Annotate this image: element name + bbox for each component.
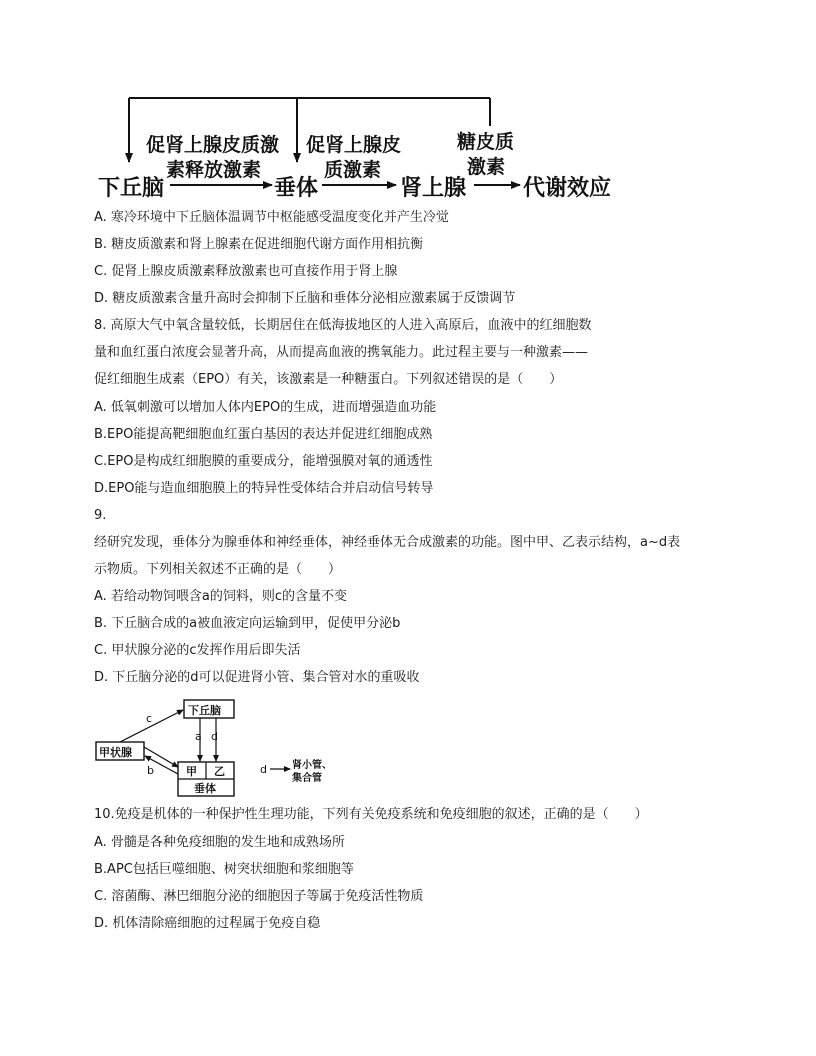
label-thyroid: 甲状腺: [99, 746, 132, 759]
q9-stem-line1: 经研究发现，垂体分为腺垂体和神经垂体，神经垂体无合成激素的功能。图中甲、乙表示结构，a~d表: [94, 535, 681, 550]
q8-stem-line2: 量和血红蛋白浓度会显著升高，从而提高血液的携氧能力。此过程主要与一种激素——: [94, 345, 589, 360]
q9-option-b: B. 下丘脑合成的a被血液定向运输到甲，促使甲分泌b: [94, 616, 401, 631]
pituitary-diagram: [0, 692, 816, 802]
q8-option-d: D.EPO能与造血细胞膜上的特异性受体结合并启动信号转导: [94, 481, 434, 496]
letter-c: c: [146, 712, 153, 725]
q10-option-c: C. 溶菌酶、淋巴细胞分泌的细胞因子等属于免疫活性物质: [94, 889, 424, 904]
q9-option-a: A. 若给动物饲喂含a的饲料，则c的含量不变: [94, 589, 348, 604]
q7-option-d: D. 糖皮质激素含量升高时会抑制下丘脑和垂体分泌相应激素属于反馈调节: [94, 291, 516, 306]
q10-option-d: D. 机体清除癌细胞的过程属于免疫自稳: [94, 916, 321, 931]
label-gc-line2: 激素: [467, 156, 506, 178]
label-jia: 甲: [186, 765, 197, 778]
q9-option-d: D. 下丘脑分泌的d可以促进肾小管、集合管对水的重吸收: [94, 670, 420, 685]
letter-b: b: [147, 764, 154, 777]
hpa-axis-diagram: [0, 0, 816, 210]
label-target-line2: 集合管: [292, 773, 322, 784]
label-gc-line1: 糖皮质: [457, 131, 515, 153]
label-pituitary: 垂体: [194, 782, 216, 795]
q10-option-b: B.APC包括巨噬细胞、树突状细胞和浆细胞等: [94, 862, 354, 877]
node-metabolism: 代谢效应: [523, 176, 612, 201]
q8-option-a: A. 低氧刺激可以增加人体内EPO的生成，进而增强造血功能: [94, 400, 437, 415]
node-pituitary: 垂体: [274, 176, 319, 201]
q9-number: 9.: [94, 508, 107, 523]
q9-stem-line2: 示物质。下列相关叙述不正确的是（ ）: [94, 562, 342, 577]
q8-option-b: B.EPO能提高靶细胞血红蛋白基因的表达并促进红细胞成熟: [94, 427, 433, 442]
letter-d-out: d: [260, 763, 267, 776]
q8-stem-line1: 8. 高原大气中氧含量较低，长期居住在低海拔地区的人进入高原后，血液中的红细胞数: [94, 318, 592, 333]
q7-option-b: B. 糖皮质激素和肾上腺素在促进细胞代谢方面作用相抗衡: [94, 237, 424, 252]
node-adrenal: 肾上腺: [400, 176, 467, 201]
q10-stem: 10.免疫是机体的一种保护性生理功能，下列有关免疫系统和免疫细胞的叙述，正确的是（ ）: [94, 807, 648, 822]
label-acth-line2: 质激素: [324, 159, 382, 181]
node-hypothalamus: 下丘脑: [98, 176, 165, 201]
q9-option-c: C. 甲状腺分泌的c发挥作用后即失活: [94, 643, 301, 658]
letter-d: d: [211, 730, 218, 743]
q7-option-c: C. 促肾上腺皮质激素释放激素也可直接作用于肾上腺: [94, 264, 398, 279]
label-yi: 乙: [214, 765, 225, 778]
label-crh-line1: 促肾上腺皮质激: [146, 134, 280, 156]
label-crh-line2: 素释放激素: [166, 159, 262, 181]
label-acth-line1: 促肾上腺皮: [306, 134, 402, 156]
q8-stem-line3: 促红细胞生成素（EPO）有关，该激素是一种糖蛋白。下列叙述错误的是（ ）: [94, 372, 563, 387]
q10-option-a: A. 骨髓是各种免疫细胞的发生地和成熟场所: [94, 835, 345, 850]
q8-option-c: C.EPO是构成红细胞膜的重要成分，能增强膜对氧的通透性: [94, 454, 433, 469]
letter-a: a: [195, 730, 202, 743]
label-hypothalamus: 下丘脑: [188, 704, 221, 717]
label-target-line1: 肾小管、: [292, 760, 332, 771]
q7-option-a: A. 寒冷环境中下丘脑体温调节中枢能感受温度变化并产生冷觉: [94, 210, 449, 225]
